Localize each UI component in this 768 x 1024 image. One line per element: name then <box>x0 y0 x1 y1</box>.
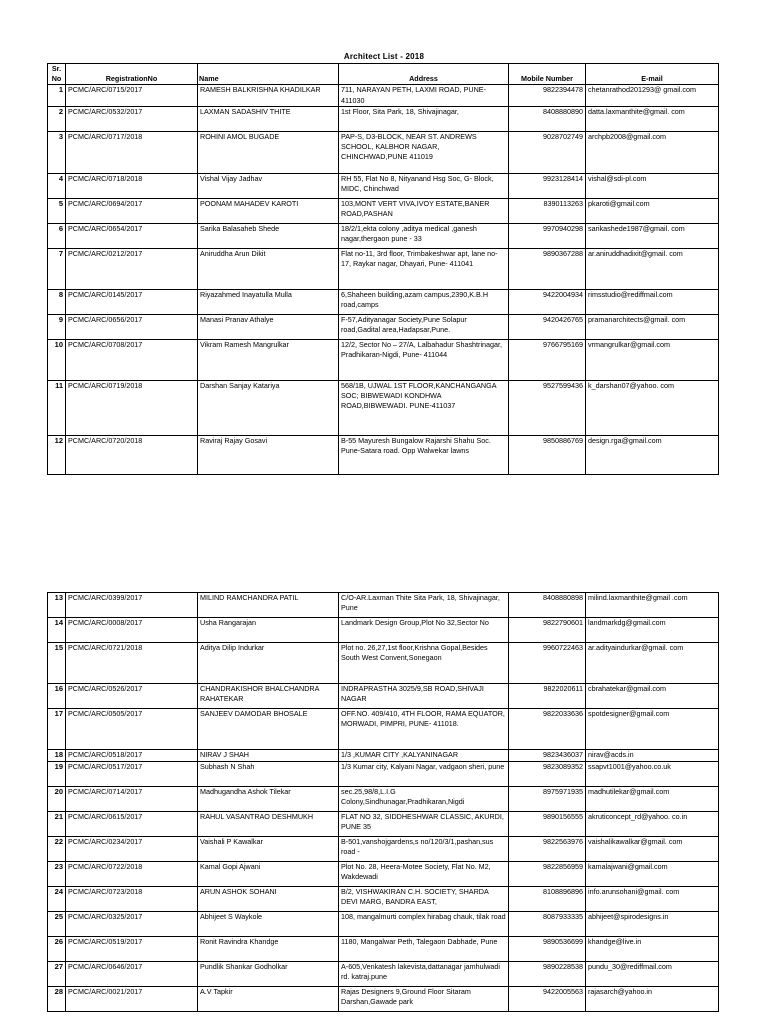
address-cell: 108, mangalmurti complex hirabag chauk, tilak road <box>339 912 509 937</box>
name-cell: CHANDRAKISHOR BHALCHANDRA RAHATEKAR <box>198 684 339 709</box>
address-cell: B-501,vanshojgardens,s no/120/3/1,pashan,sus road - <box>339 837 509 862</box>
email-cell: rimsstudio@rediffmail.com <box>586 289 719 314</box>
address-cell: 568/1B, UJWAL 1ST FLOOR,KANCHANGANGA SOC; BIBWEWADI KONDHWA ROAD,BIBWEWADI. PUNE-411037 <box>339 380 509 435</box>
email-cell: sarikashede1987@gmail. com <box>586 223 719 248</box>
table-row <box>48 862 719 887</box>
header-address: Address <box>339 64 509 85</box>
registration-cell: PCMC/ARC/0656/2017 <box>66 314 198 339</box>
table-row <box>48 435 719 474</box>
mobile-cell: 9890536699 <box>509 937 586 962</box>
sr-cell: 4 <box>48 173 66 198</box>
header-mobile: Mobile Number <box>509 64 586 85</box>
address-cell: B-55 Mayuresh Bungalow Rajarshi Shahu Soc. Pune-Satara road. Opp Walwekar lawns <box>339 435 509 474</box>
sr-cell: 25 <box>48 912 66 937</box>
name-cell: Abhijeet S Waykole <box>198 912 339 937</box>
mobile-cell: 9422005563 <box>509 987 586 1012</box>
address-cell: sec.25,98/8,L.I.G Colony,Sindhunagar,Pradhikaran,Nigdi <box>339 787 509 812</box>
table-body-bottom <box>48 593 719 1012</box>
sr-cell: 22 <box>48 837 66 862</box>
mobile-cell: 9822033636 <box>509 709 586 750</box>
sr-cell: 21 <box>48 812 66 837</box>
email-cell: k_darshan07@yahoo. com <box>586 380 719 435</box>
email-cell: khandge@live.in <box>586 937 719 962</box>
table-row <box>48 85 719 106</box>
registration-cell: PCMC/ARC/0234/2017 <box>66 837 198 862</box>
name-cell: ROHINI AMOL BUGADE <box>198 131 339 173</box>
sr-cell: 24 <box>48 887 66 912</box>
mobile-cell: 8390113263 <box>509 198 586 223</box>
email-cell: ssapvt1001@yahoo.co.uk <box>586 762 719 787</box>
name-cell: Vishal Vijay Jadhav <box>198 173 339 198</box>
sr-cell: 13 <box>48 593 66 618</box>
address-cell: INDRAPRASTHA 3025/9,SB ROAD,SHIVAJI NAGAR <box>339 684 509 709</box>
mobile-cell: 9822563976 <box>509 837 586 862</box>
sr-cell: 2 <box>48 106 66 131</box>
document-title: Architect List - 2018 <box>343 52 425 61</box>
mobile-cell: 9890156555 <box>509 812 586 837</box>
table-row <box>48 380 719 435</box>
registration-cell: PCMC/ARC/0654/2017 <box>66 223 198 248</box>
name-cell: Usha Rangarajan <box>198 618 339 643</box>
name-cell: Aniruddha Arun Dikit <box>198 248 339 289</box>
architect-table-top <box>47 63 719 475</box>
sr-cell: 23 <box>48 862 66 887</box>
address-cell: 12/2, Sector No – 27/A, Lalbahadur Shashtrinagar, Pradhikaran-Nigdi, Pune- 411044 <box>339 339 509 380</box>
registration-cell: PCMC/ARC/0145/2017 <box>66 289 198 314</box>
name-cell: LAXMAN SADASHIV THITE <box>198 106 339 131</box>
name-cell: Riyazahmed Inayatulla Mulla <box>198 289 339 314</box>
address-cell: 1180, Mangalwar Peth, Talegaon Dabhade, Pune <box>339 937 509 962</box>
address-cell: 6,Shaheen building,azam campus,2390,K.B.H road,camps <box>339 289 509 314</box>
registration-cell: PCMC/ARC/0021/2017 <box>66 987 198 1012</box>
mobile-cell: 8087933335 <box>509 912 586 937</box>
table-row <box>48 937 719 962</box>
table-row <box>48 339 719 380</box>
name-cell: Darshan Sanjay Katariya <box>198 380 339 435</box>
mobile-cell: 9970940298 <box>509 223 586 248</box>
sr-cell: 12 <box>48 435 66 474</box>
sr-cell: 10 <box>48 339 66 380</box>
registration-cell: PCMC/ARC/0505/2017 <box>66 709 198 750</box>
mobile-cell: 9822856959 <box>509 862 586 887</box>
sr-cell: 20 <box>48 787 66 812</box>
registration-cell: PCMC/ARC/0615/2017 <box>66 812 198 837</box>
sr-cell: 1 <box>48 85 66 106</box>
header-email: E-mail <box>586 64 719 85</box>
email-cell: pundu_30@rediffmail.com <box>586 962 719 987</box>
mobile-cell: 9028702749 <box>509 131 586 173</box>
name-cell: Aditya Dilip Indurkar <box>198 643 339 684</box>
registration-cell: PCMC/ARC/0399/2017 <box>66 593 198 618</box>
registration-cell: PCMC/ARC/0708/2017 <box>66 339 198 380</box>
address-cell: PAP-S, D3-BLOCK, NEAR ST. ANDREWS SCHOOL, KALBHOR NAGAR, CHINCHWAD,PUNE 411019 <box>339 131 509 173</box>
name-cell: ARUN ASHOK SOHANI <box>198 887 339 912</box>
email-cell: pkaroti@gmail.com <box>586 198 719 223</box>
mobile-cell: 9960722463 <box>509 643 586 684</box>
sr-cell: 6 <box>48 223 66 248</box>
email-cell: rajasarch@yahoo.in <box>586 987 719 1012</box>
address-cell: Rajas Designers 9,Ground Floor Sitaram Darshan,Gawade park <box>339 987 509 1012</box>
registration-cell: PCMC/ARC/0715/2017 <box>66 85 198 106</box>
address-cell: 1/3 Kumar city, Kalyani Nagar, vadgaon sheri, pune <box>339 762 509 787</box>
name-cell: Subhash N Shah <box>198 762 339 787</box>
header-sr: Sr. No <box>48 64 66 85</box>
address-cell: 1st Floor, Sita Park, 18, Shivajinagar, <box>339 106 509 131</box>
table-row <box>48 248 719 289</box>
registration-cell: PCMC/ARC/0325/2017 <box>66 912 198 937</box>
registration-cell: PCMC/ARC/0720/2018 <box>66 435 198 474</box>
name-cell: A.V Tapkir <box>198 987 339 1012</box>
address-cell: B/2, VISHWAKIRAN C.H. SOCIETY, SHARDA DEVI MARG, BANDRA EAST, <box>339 887 509 912</box>
address-cell: 103,MONT VERT VIVA,IVOY ESTATE,BANER ROAD,PASHAN <box>339 198 509 223</box>
sr-cell: 19 <box>48 762 66 787</box>
mobile-cell: 9850886769 <box>509 435 586 474</box>
table-row <box>48 684 719 709</box>
registration-cell: PCMC/ARC/0722/2018 <box>66 862 198 887</box>
email-cell: abhijeet@spirodesigns.in <box>586 912 719 937</box>
table-row <box>48 618 719 643</box>
name-cell: Madhugandha Ashok Tilekar <box>198 787 339 812</box>
registration-cell: PCMC/ARC/0532/2017 <box>66 106 198 131</box>
name-cell: Pundlik Shankar Godholkar <box>198 962 339 987</box>
mobile-cell: 9890228538 <box>509 962 586 987</box>
mobile-cell: 9822394478 <box>509 85 586 106</box>
name-cell: MILIND RAMCHANDRA PATIL <box>198 593 339 618</box>
name-cell: NIRAV J SHAH <box>198 750 339 762</box>
registration-cell: PCMC/ARC/0212/2017 <box>66 248 198 289</box>
mobile-cell: 9527599436 <box>509 380 586 435</box>
header-row <box>48 64 719 85</box>
email-cell: vaishalikawalkar@gmail. com <box>586 837 719 862</box>
email-cell: pramanarchitects@gmail. com <box>586 314 719 339</box>
email-cell: info.arunsohani@gmail. com <box>586 887 719 912</box>
mobile-cell: 9823436037 <box>509 750 586 762</box>
mobile-cell: 9420426765 <box>509 314 586 339</box>
table-row <box>48 762 719 787</box>
email-cell: milind.laxmanthite@gmail .com <box>586 593 719 618</box>
table-body-top <box>48 85 719 474</box>
table-row <box>48 198 719 223</box>
sr-cell: 7 <box>48 248 66 289</box>
table-row <box>48 837 719 862</box>
mobile-cell: 8975971935 <box>509 787 586 812</box>
table-row <box>48 812 719 837</box>
address-cell: RH 55, Flat No 8, Nityanand Hsg Soc, G- Block, MIDC, Chinchwad <box>339 173 509 198</box>
name-cell: RAMESH BALKRISHNA KHADILKAR <box>198 85 339 106</box>
sr-cell: 15 <box>48 643 66 684</box>
address-cell: 711, NARAYAN PETH, LAXMI ROAD, PUNE-411030 <box>339 85 509 106</box>
mobile-cell: 8108896896 <box>509 887 586 912</box>
mobile-cell: 9923128414 <box>509 173 586 198</box>
registration-cell: PCMC/ARC/0718/2018 <box>66 173 198 198</box>
table-row <box>48 962 719 987</box>
sr-cell: 3 <box>48 131 66 173</box>
sr-cell: 26 <box>48 937 66 962</box>
address-cell: 1/3 ,KUMAR CITY ,KALYANINAGAR <box>339 750 509 762</box>
address-cell: C/O-AR.Laxman Thite Sita Park, 18, Shivajinagar, Pune <box>339 593 509 618</box>
header-registration: RegistrationNo <box>66 64 198 85</box>
sr-cell: 11 <box>48 380 66 435</box>
registration-cell: PCMC/ARC/0723/2018 <box>66 887 198 912</box>
table-row <box>48 750 719 762</box>
mobile-cell: 9822020611 <box>509 684 586 709</box>
name-cell: Raviraj Rajay Gosavi <box>198 435 339 474</box>
name-cell: Kamal Gopi Ajwani <box>198 862 339 887</box>
email-cell: archpb2008@gmail.com <box>586 131 719 173</box>
registration-cell: PCMC/ARC/0721/2018 <box>66 643 198 684</box>
table-row <box>48 709 719 750</box>
table-row <box>48 289 719 314</box>
email-cell: spotdesigner@gmail.com <box>586 709 719 750</box>
email-cell: ar.aniruddhadixit@gmail. com <box>586 248 719 289</box>
registration-cell: PCMC/ARC/0714/2017 <box>66 787 198 812</box>
sr-cell: 28 <box>48 987 66 1012</box>
name-cell: Sarika Balasaheb Shede <box>198 223 339 248</box>
sr-cell: 27 <box>48 962 66 987</box>
address-cell: Landmark Design Group,Plot No 32,Sector No <box>339 618 509 643</box>
email-cell: akruticoncept_rd@yahoo. co.in <box>586 812 719 837</box>
table-row <box>48 173 719 198</box>
email-cell: cbrahatekar@gmail.com <box>586 684 719 709</box>
email-cell: vishal@sdi-pl.com <box>586 173 719 198</box>
address-cell: OFF.NO. 409/410, 4TH FLOOR, RAMA EQUATOR, MORWADI, PIMPRI, PUNE- 411018. <box>339 709 509 750</box>
table-row <box>48 223 719 248</box>
address-cell: F-57,Adityanagar Society,Pune Solapur road,Gadital area,Hadapsar,Pune. <box>339 314 509 339</box>
registration-cell: PCMC/ARC/0517/2017 <box>66 762 198 787</box>
table-row <box>48 106 719 131</box>
address-cell: FLAT NO 32, SIDDHESHWAR CLASSIC, AKURDI, PUNE 35 <box>339 812 509 837</box>
table-row <box>48 643 719 684</box>
name-cell: POONAM MAHADEV KAROTI <box>198 198 339 223</box>
registration-cell: PCMC/ARC/0694/2017 <box>66 198 198 223</box>
sr-cell: 5 <box>48 198 66 223</box>
mobile-cell: 9766795169 <box>509 339 586 380</box>
table-row <box>48 787 719 812</box>
address-cell: Plot no. 26,27,1st floor,Krishna Gopal,Besides South West Convent,Sonegaon <box>339 643 509 684</box>
email-cell: design.rga@gmail.com <box>586 435 719 474</box>
name-cell: Ronit Ravindra Khandge <box>198 937 339 962</box>
address-cell: 18/2/1,ekta colony ,aditya medical ,ganesh nagar,thergaon pune - 33 <box>339 223 509 248</box>
sr-cell: 9 <box>48 314 66 339</box>
registration-cell: PCMC/ARC/0646/2017 <box>66 962 198 987</box>
registration-cell: PCMC/ARC/0526/2017 <box>66 684 198 709</box>
email-cell: nirav@acds.in <box>586 750 719 762</box>
email-cell: landmarkdg@gmail.com <box>586 618 719 643</box>
table-row <box>48 593 719 618</box>
table-row <box>48 887 719 912</box>
table-row <box>48 912 719 937</box>
name-cell: Manasi Pranav Athalye <box>198 314 339 339</box>
sr-cell: 18 <box>48 750 66 762</box>
mobile-cell: 9823089352 <box>509 762 586 787</box>
sr-cell: 14 <box>48 618 66 643</box>
header-name: Name <box>198 64 339 85</box>
registration-cell: PCMC/ARC/0719/2018 <box>66 380 198 435</box>
architect-table-bottom <box>47 592 719 1012</box>
name-cell: RAHUL VASANTRAO DESHMUKH <box>198 812 339 837</box>
address-cell: Flat no-11, 3rd floor, Trimbakeshwar apt, lane no-17, Raykar nagar, Dhayari, Pune- 411041 <box>339 248 509 289</box>
sr-cell: 17 <box>48 709 66 750</box>
mobile-cell: 8408880890 <box>509 106 586 131</box>
email-cell: kamalajwani@gmail.com <box>586 862 719 887</box>
mobile-cell: 9822790601 <box>509 618 586 643</box>
sr-cell: 16 <box>48 684 66 709</box>
table-row <box>48 131 719 173</box>
email-cell: ar.adityaindurkar@gmail. com <box>586 643 719 684</box>
sr-cell: 8 <box>48 289 66 314</box>
email-cell: datta.laxmanthite@gmail. com <box>586 106 719 131</box>
registration-cell: PCMC/ARC/0518/2017 <box>66 750 198 762</box>
name-cell: Vaishali P Kawalkar <box>198 837 339 862</box>
address-cell: A-605,Venkatesh lakevista,dattanagar jamhulwadi rd. katraj.pune <box>339 962 509 987</box>
table-row <box>48 987 719 1012</box>
email-cell: chetanrathod201293@ gmail.com <box>586 85 719 106</box>
registration-cell: PCMC/ARC/0008/2017 <box>66 618 198 643</box>
email-cell: vrmangrulkar@gmail.com <box>586 339 719 380</box>
table-row <box>48 314 719 339</box>
mobile-cell: 9422004934 <box>509 289 586 314</box>
email-cell: madhutilekar@gmail.com <box>586 787 719 812</box>
registration-cell: PCMC/ARC/0519/2017 <box>66 937 198 962</box>
mobile-cell: 8408880898 <box>509 593 586 618</box>
name-cell: SANJEEV DAMODAR BHOSALE <box>198 709 339 750</box>
name-cell: Vikram Ramesh Mangrulkar <box>198 339 339 380</box>
mobile-cell: 9890367288 <box>509 248 586 289</box>
registration-cell: PCMC/ARC/0717/2018 <box>66 131 198 173</box>
address-cell: Plot No. 28, Heera-Motee Society, Flat No. M2, Wakdewadi <box>339 862 509 887</box>
